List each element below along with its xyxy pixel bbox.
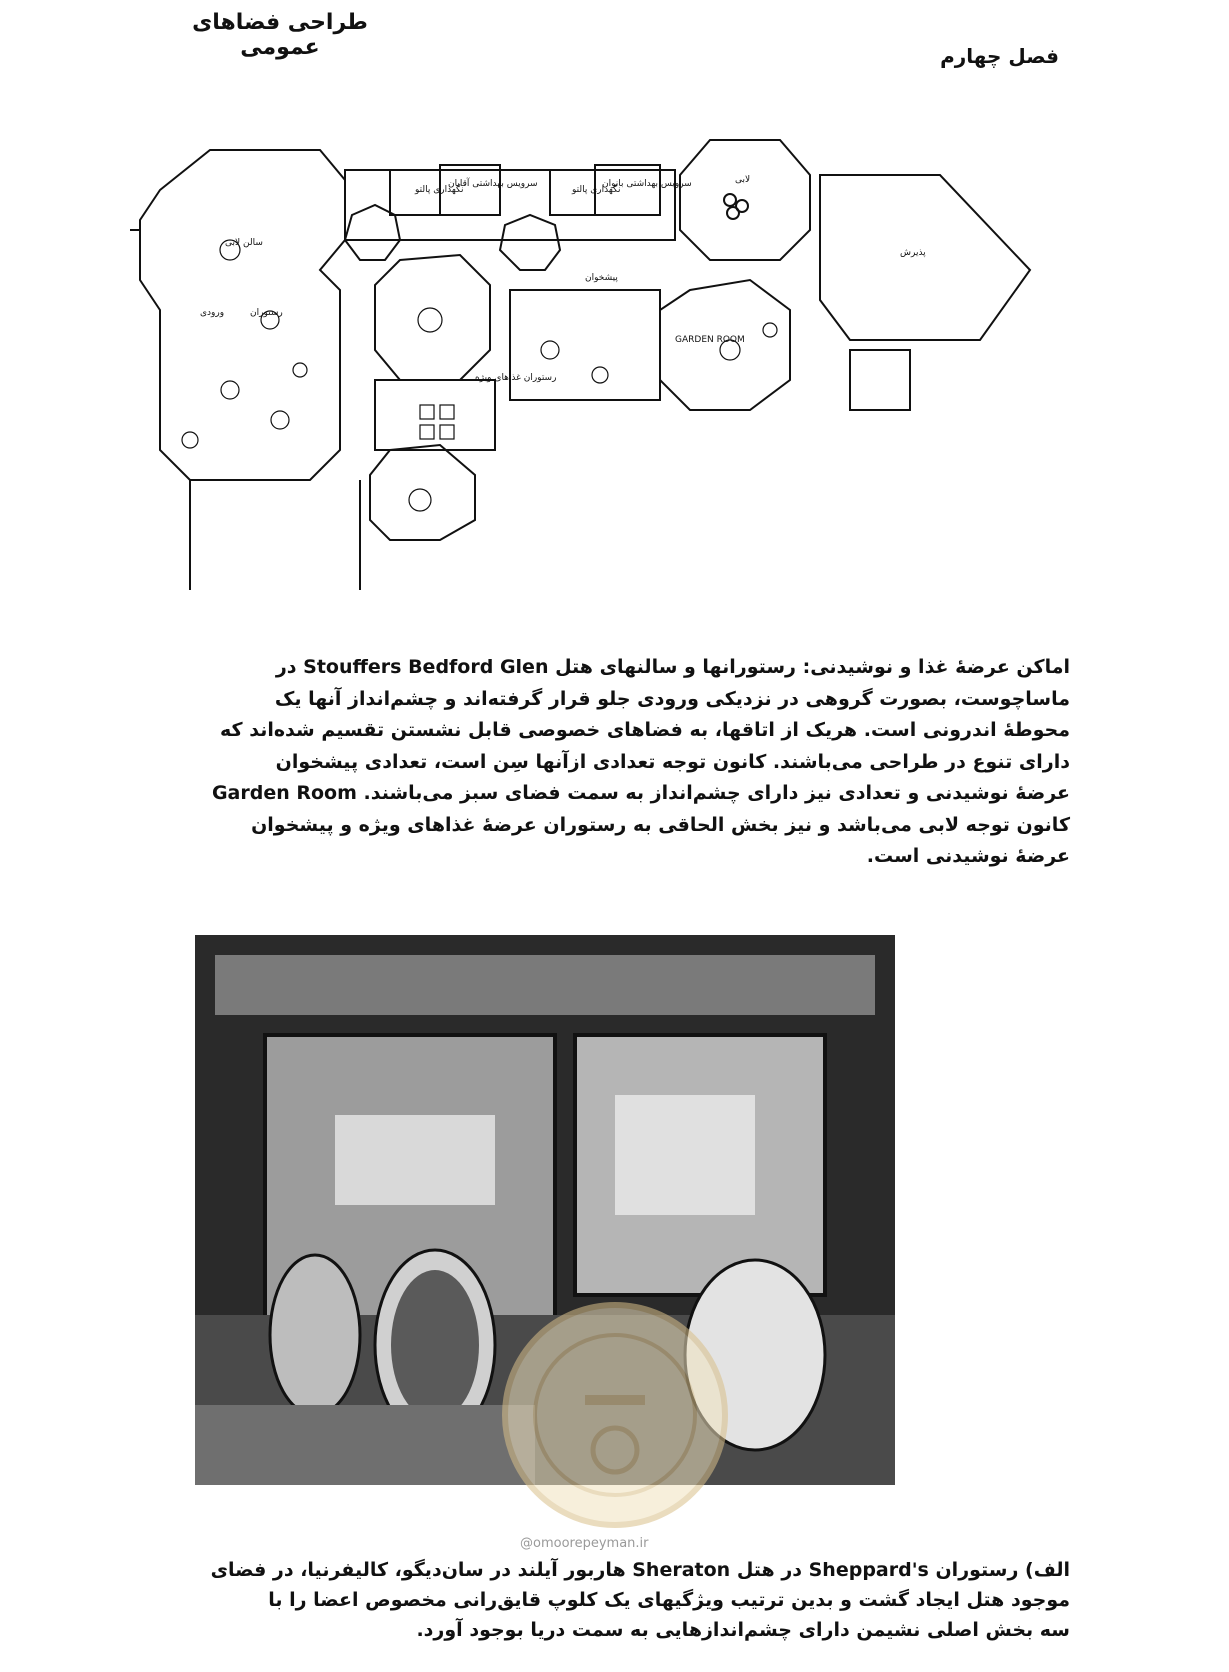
floor-plan-drawing [130,120,1100,620]
plan-label-lounge: سالن لابی [225,238,263,248]
section-title: طراحی فضاهای عمومی [192,10,368,60]
plan-label-entrance: ورودی [200,308,225,318]
body-paragraph [110,652,1070,873]
chapter-title: فصل چهارم [940,44,1059,68]
body-line: عرضهٔ نوشیدنی است. [866,845,1070,867]
plan-label-reception: پذیرش [900,248,926,258]
caption-line: الف) رستوران Sheppard's در هتل Sheraton هاربور آیلند در سان‌دیگو، کالیفرنیا، در فضای [210,1559,1070,1581]
watermark-seal-icon [500,1300,730,1530]
lounge-block [510,290,660,400]
watermark-handle: @omoorepeyman.ir [520,1536,649,1551]
plan-label-garden-room: GARDEN ROOM [675,335,745,345]
body-line: محوطهٔ اندرونی است. هریک از اتاقها، به فضاهای خصوصی قابل نشستن تقسیم شده‌اند که [220,719,1070,741]
plan-label-counter: پیشخوان [585,273,618,283]
caption-line: سه بخش اصلی نشیمن دارای چشم‌اندازهایی به سمت دریا بوجود آورد. [416,1619,1070,1641]
plan-label-lobby: لابی [735,175,751,185]
restaurant-wing-outline [140,150,345,480]
body-line: اماکن عرضهٔ غذا و نوشیدنی: رستورانها و سالنهای هتل Stouffers Bedford Glen در [275,656,1070,678]
watermark-logo [500,1300,730,1530]
floor-plan [130,120,1100,620]
foyer-octagon-2 [500,215,560,270]
plan-label-restroom-women: سرویس بهداشتی بانوان [602,179,692,189]
plan-label-restaurant: رستوران [250,308,283,318]
foyer-octagon-1 [345,205,400,260]
stair-block [850,350,910,410]
plan-label-restroom-men: سرویس بهداشتی آقایان [448,179,538,189]
body-line: عرضهٔ نوشیدنی و تعدادی نیز دارای چشم‌انداز به سمت فضای سبز می‌باشند. Garden Room [211,782,1070,804]
body-line: دارای تنوع در طراحی می‌باشند. کانون توجه تعدادی ازآنها سِن است، تعدادی پیشخوان [275,750,1070,773]
caption-line: موجود هتل ایجاد گشت و بدین ترتیب ویژگیهای یک کلوپ قایق‌رانی مخصوص اعضا را با [268,1589,1070,1611]
special-food-octagon [375,255,490,380]
body-line: ماساچوست، بصورت گروهی در نزدیکی ورودی جلو قرار گرفته‌اند و چشم‌انداز آنها یک [274,687,1070,710]
dining-block [375,380,495,450]
plan-label-coat-room-1: نگهداری پالتو [415,185,464,195]
photo-caption [80,1555,1070,1645]
body-line: کانون توجه لابی می‌باشد و نیز بخش الحاقی به رستوران عرضهٔ غذاهای ویژه و پیشخوان [251,813,1070,836]
plan-label-coat-room-2: نگهداری پالتو [572,185,621,195]
plan-label-special-food: رستوران غذاهای ویژه [475,373,557,383]
garden-room-octagon [660,280,790,410]
lower-octagon [370,445,475,540]
